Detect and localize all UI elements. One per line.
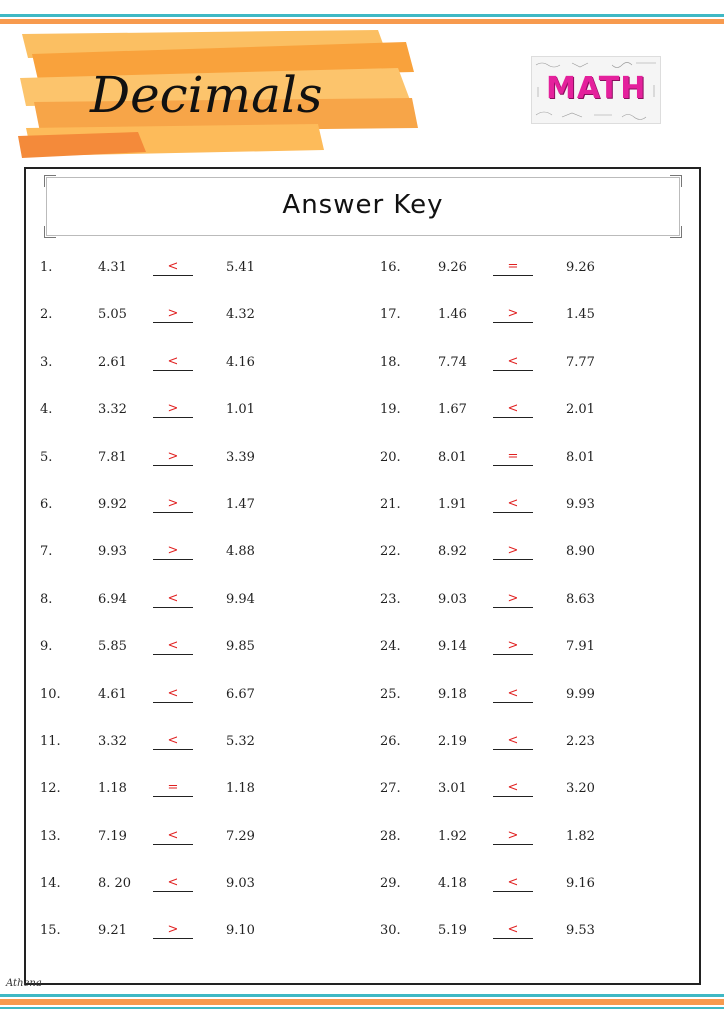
problem-number: 23.	[380, 591, 401, 607]
problem-row	[380, 626, 700, 673]
left-value: 4.61	[98, 686, 127, 702]
comparison-answer: >	[153, 544, 193, 560]
comparison-answer: <	[493, 734, 533, 750]
problem-number: 1.	[40, 260, 53, 275]
problem-number: 28.	[380, 828, 401, 844]
comparison-answer: <	[493, 781, 533, 797]
right-value: 2.23	[566, 733, 595, 749]
problem-number: 2.	[40, 307, 53, 323]
top-orange-stripe	[0, 19, 724, 24]
problem-number: 14.	[40, 876, 61, 892]
comparison-answer: >	[153, 402, 193, 418]
left-value: 5.05	[98, 307, 127, 323]
left-value: 9.03	[438, 591, 467, 607]
comparison-answer: <	[153, 355, 193, 371]
problem-number: 19.	[380, 402, 401, 418]
problem-column-left	[40, 247, 360, 958]
right-value: 4.88	[226, 544, 255, 560]
problem-number: 11.	[40, 733, 61, 749]
right-value: 6.67	[226, 686, 255, 702]
left-value: 9.93	[98, 544, 127, 560]
left-value: 1.67	[438, 402, 467, 418]
corner-bracket	[670, 226, 682, 238]
problem-row	[380, 816, 700, 863]
problem-row	[380, 531, 700, 578]
comparison-answer: <	[493, 402, 533, 418]
right-value: 8.01	[566, 449, 595, 465]
comparison-answer: <	[493, 876, 533, 892]
problem-number: 3.	[40, 354, 53, 370]
problem-row	[40, 484, 360, 531]
problem-number: 8.	[40, 591, 53, 607]
left-value: 8.01	[438, 449, 467, 465]
comparison-answer: >	[493, 592, 533, 608]
right-value: 7.77	[566, 354, 595, 370]
right-value: 7.29	[226, 828, 255, 844]
comparison-answer: <	[153, 829, 193, 845]
problem-row	[40, 531, 360, 578]
comparison-answer: >	[493, 639, 533, 655]
comparison-answer: <	[153, 687, 193, 703]
right-value: 5.41	[226, 260, 255, 275]
left-value: 7.74	[438, 354, 467, 370]
problem-row	[40, 816, 360, 863]
comparison-answer: >	[153, 450, 193, 466]
bottom-teal-stripe	[0, 994, 724, 997]
math-logo-text: MATH	[546, 71, 647, 106]
right-value: 9.16	[566, 876, 595, 892]
problem-row	[380, 389, 700, 436]
comparison-answer: <	[493, 687, 533, 703]
comparison-answer: <	[153, 639, 193, 655]
comparison-answer: =	[493, 260, 533, 276]
problem-column-right	[380, 247, 700, 958]
left-value: 3.01	[438, 781, 467, 797]
right-value: 9.10	[226, 923, 255, 939]
title-banner	[18, 28, 423, 163]
right-value: 8.90	[566, 544, 595, 560]
left-value: 7.81	[98, 449, 127, 465]
corner-bracket	[44, 226, 56, 238]
comparison-answer: >	[493, 829, 533, 845]
problem-row	[380, 768, 700, 815]
left-value: 9.21	[98, 923, 127, 939]
problem-row	[380, 484, 700, 531]
problem-row	[380, 294, 700, 341]
right-value: 9.26	[566, 260, 595, 275]
right-value: 1.01	[226, 402, 255, 418]
problem-row	[40, 674, 360, 721]
comparison-answer: <	[493, 497, 533, 513]
left-value: 1.18	[98, 781, 127, 797]
comparison-answer: =	[493, 450, 533, 466]
left-value: 2.19	[438, 733, 467, 749]
left-value: 4.18	[438, 876, 467, 892]
left-value: 3.32	[98, 402, 127, 418]
bottom-teal-stripe-lower	[0, 1007, 724, 1009]
right-value: 4.32	[226, 307, 255, 323]
top-teal-stripe	[0, 14, 724, 17]
problem-number: 27.	[380, 781, 401, 797]
banner-title: Decimals	[90, 66, 323, 124]
comparison-answer: =	[153, 781, 193, 797]
right-value: 9.99	[566, 686, 595, 702]
problem-row	[380, 342, 700, 389]
right-value: 4.16	[226, 354, 255, 370]
comparison-answer: <	[153, 260, 193, 276]
problem-number: 6.	[40, 496, 53, 512]
left-value: 9.92	[98, 496, 127, 512]
problem-number: 5.	[40, 449, 53, 465]
left-value: 7.19	[98, 828, 127, 844]
right-value: 3.39	[226, 449, 255, 465]
problem-number: 22.	[380, 544, 401, 560]
problem-row	[40, 721, 360, 768]
left-value: 8. 20	[98, 876, 132, 892]
right-value: 1.45	[566, 307, 595, 323]
problem-row	[380, 910, 700, 957]
left-value: 2.61	[98, 354, 127, 370]
corner-bracket	[44, 175, 56, 187]
problem-row	[40, 247, 360, 294]
comparison-answer: >	[493, 544, 533, 560]
problem-number: 26.	[380, 733, 401, 749]
problem-number: 10.	[40, 686, 61, 702]
right-value: 2.01	[566, 402, 595, 418]
left-value: 8.92	[438, 544, 467, 560]
problem-row	[380, 579, 700, 626]
left-value: 1.92	[438, 828, 467, 844]
right-value: 9.94	[226, 591, 255, 607]
problem-number: 12.	[40, 781, 61, 797]
right-value: 9.53	[566, 923, 595, 939]
problem-row	[40, 768, 360, 815]
comparison-answer: >	[493, 307, 533, 323]
problem-row	[40, 579, 360, 626]
problem-number: 17.	[380, 307, 401, 323]
left-value: 9.26	[438, 260, 467, 275]
problem-number: 20.	[380, 449, 401, 465]
problem-number: 24.	[380, 639, 401, 655]
problem-number: 21.	[380, 496, 401, 512]
left-value: 9.18	[438, 686, 467, 702]
left-value: 5.85	[98, 639, 127, 655]
answer-key-header	[46, 177, 680, 236]
comparison-answer: >	[153, 923, 193, 939]
signature: Athena	[6, 978, 42, 989]
problem-row	[40, 863, 360, 910]
comparison-answer: <	[493, 923, 533, 939]
problem-number: 13.	[40, 828, 61, 844]
left-value: 5.19	[438, 923, 467, 939]
math-logo	[531, 56, 661, 124]
problem-row	[40, 294, 360, 341]
left-value: 1.91	[438, 496, 467, 512]
page-title: Answer Key	[282, 190, 444, 220]
problem-row	[40, 342, 360, 389]
comparison-answer: <	[153, 876, 193, 892]
right-value: 1.18	[226, 781, 255, 797]
comparison-answer: <	[153, 734, 193, 750]
comparison-answer: <	[493, 355, 533, 371]
problem-row	[380, 247, 700, 294]
right-value: 9.93	[566, 496, 595, 512]
right-value: 5.32	[226, 733, 255, 749]
right-value: 3.20	[566, 781, 595, 797]
problem-number: 7.	[40, 544, 53, 560]
right-value: 9.03	[226, 876, 255, 892]
problem-row	[40, 626, 360, 673]
corner-bracket	[670, 175, 682, 187]
right-value: 7.91	[566, 639, 595, 655]
problem-row	[380, 863, 700, 910]
right-value: 8.63	[566, 591, 595, 607]
left-value: 6.94	[98, 591, 127, 607]
bottom-orange-stripe	[0, 999, 724, 1005]
right-value: 1.47	[226, 496, 255, 512]
problem-number: 16.	[380, 260, 401, 275]
left-value: 3.32	[98, 733, 127, 749]
problem-number: 29.	[380, 876, 401, 892]
problem-row	[40, 437, 360, 484]
problem-number: 25.	[380, 686, 401, 702]
problem-number: 18.	[380, 354, 401, 370]
problem-number: 30.	[380, 923, 401, 939]
problem-row	[380, 437, 700, 484]
left-value: 1.46	[438, 307, 467, 323]
right-value: 1.82	[566, 828, 595, 844]
problem-row	[40, 389, 360, 436]
right-value: 9.85	[226, 639, 255, 655]
problem-number: 9.	[40, 639, 53, 655]
comparison-answer: >	[153, 497, 193, 513]
problem-number: 4.	[40, 402, 53, 418]
left-value: 4.31	[98, 260, 127, 275]
comparison-answer: <	[153, 592, 193, 608]
problem-row	[380, 674, 700, 721]
comparison-answer: >	[153, 307, 193, 323]
left-value: 9.14	[438, 639, 467, 655]
problem-row	[40, 910, 360, 957]
problem-row	[380, 721, 700, 768]
problem-number: 15.	[40, 923, 61, 939]
